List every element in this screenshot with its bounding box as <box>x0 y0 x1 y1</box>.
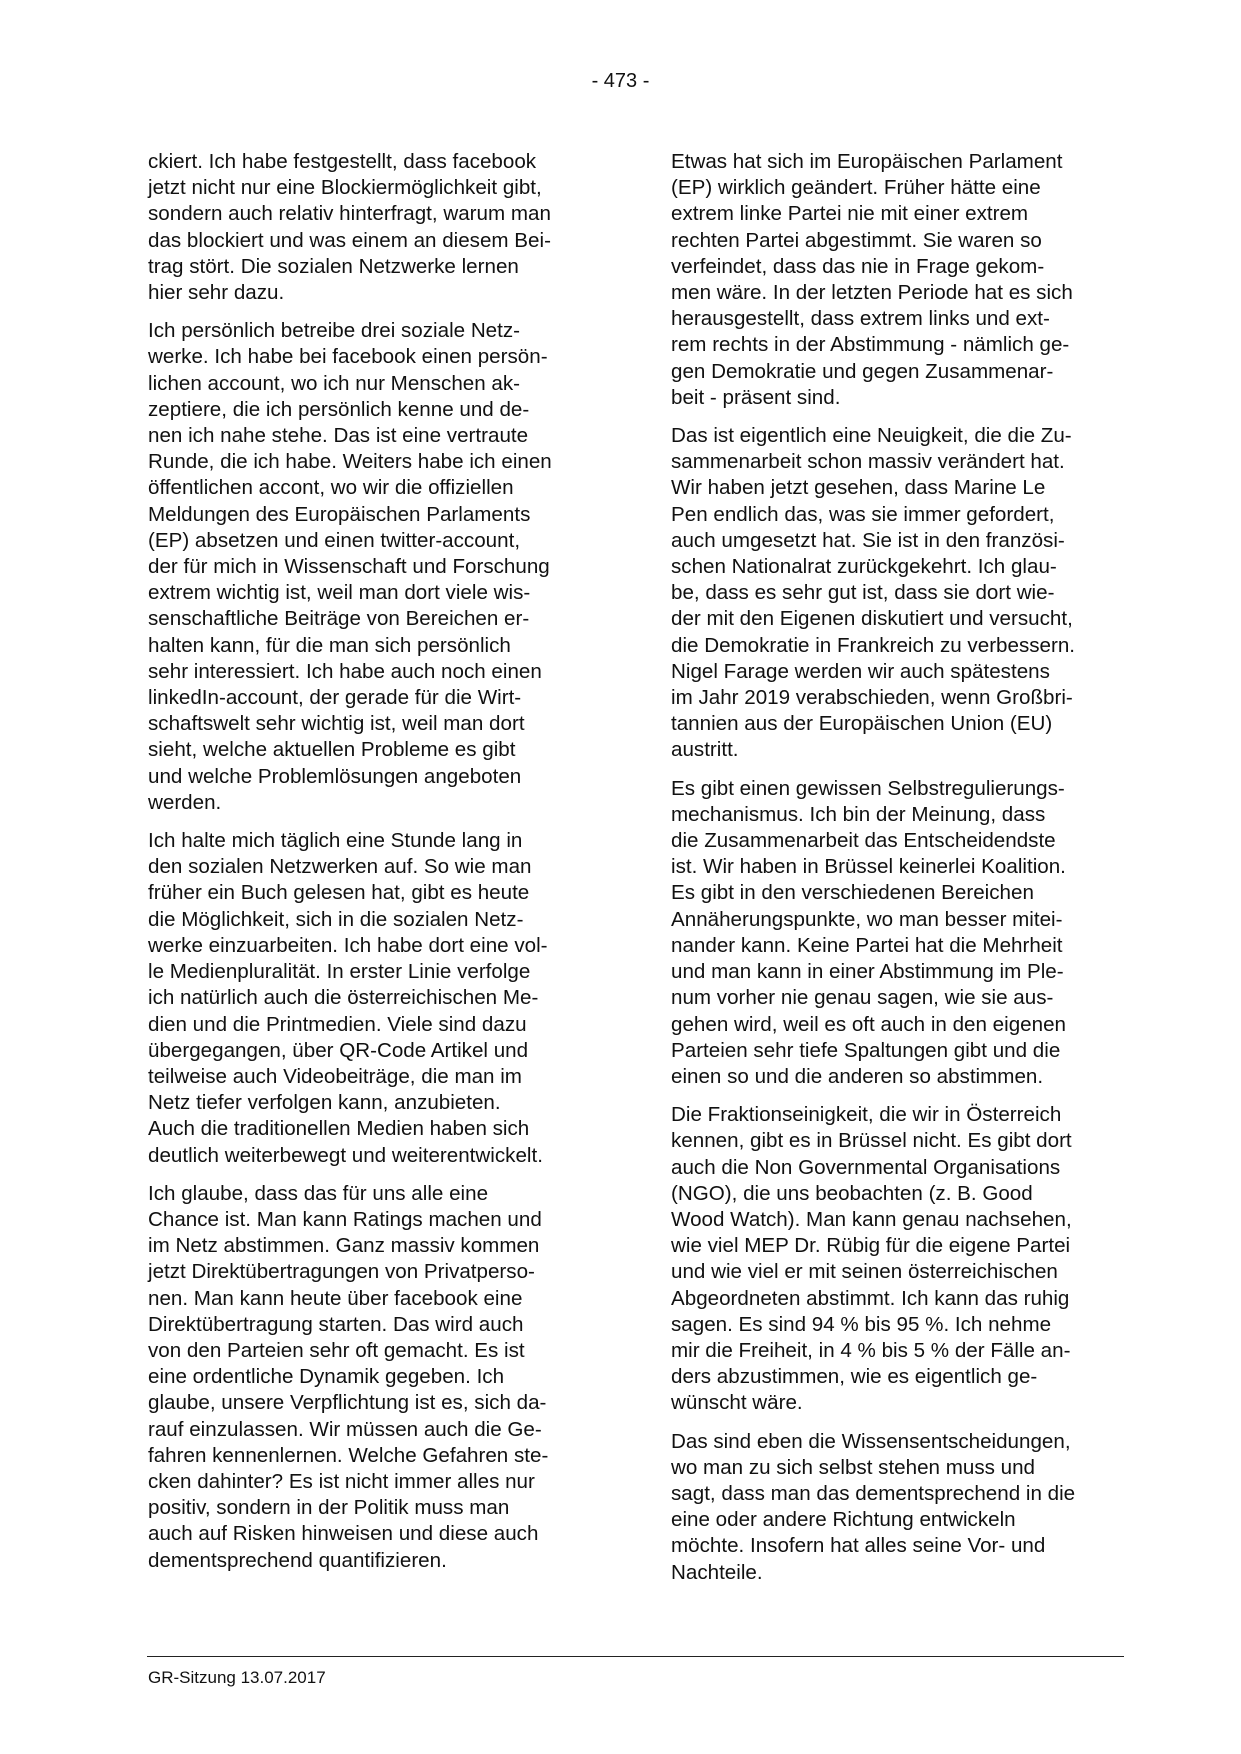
paragraph: Etwas hat sich im Europäischen Parlament (EP) wirklich geändert. Früher hätte eine extrem linke Partei nie mit einer extrem rechten Partei abgestimmt. Sie waren so verfeindet, dass das nie in Frage gekom- men wäre. In der letzten Periode hat es sich herausgestellt, dass extrem links und ext- rem rechts in der Abstimmung - nämlich ge- gen Demokratie und gegen Zusammenar- beit - präsent sind. <box>671 150 1073 409</box>
footer-session-date: GR-Sitzung 13.07.2017 <box>148 1668 326 1687</box>
paragraph: Ich persönlich betreibe drei soziale Netz- werke. Ich habe bei facebook einen persön- lichen account, wo ich nur Menschen ak- zeptiere, die ich persönlich kenne und de- nen ich nahe stehe. Das ist eine vertraute Runde, die ich habe. Weiters habe ich einen öffentlichen accont, wo wir die offiziellen Meldungen des Europäischen Parlaments (EP) absetzen und einen twitter-account, der für mich in Wissenschaft und Forschung extrem wichtig ist, weil man dort viele wis- senschaftliche Beiträge von Bereichen er- halten kann, für die man sich persönlich sehr interessiert. Ich habe auch noch einen linkedIn-account, der gerade für die Wirt- schaftswelt sehr wichtig ist, weil man dort sieht, welche aktuellen Probleme es gibt und welche Problemlösungen angeboten werden. <box>148 319 552 814</box>
paragraph: Das sind eben die Wissensentscheidungen, wo man zu sich selbst stehen muss und sagt, dass man das dementsprechend in die eine oder andere Richtung entwickeln möchte. Insofern hat alles seine Vor- und Nachteile. <box>671 1429 1076 1584</box>
left-column <box>148 149 618 1586</box>
right-column <box>671 149 1141 1598</box>
paragraph: Ich glaube, dass das für uns alle eine Chance ist. Man kann Ratings machen und im Netz abstimmen. Ganz massiv kommen jetzt Direktübertragungen von Privatperso- nen. Man kann heute über facebook eine Direktübertragung starten. Das wird auch von den Parteien sehr oft gemacht. Es ist eine ordentliche Dynamik gegeben. Ich glaube, unsere Verpflichtung ist es, sich da- rauf einzulassen. Wir müssen auch die Ge- fahren kennenlernen. Welche Gefahren ste- cken dahinter? Es ist nicht immer alles nur positiv, sondern in der Politik muss man auch auf Risken hinweisen und diese auch dementsprechend quantifizieren. <box>148 1181 549 1572</box>
paragraph: Es gibt einen gewissen Selbstregulierungs- mechanismus. Ich bin der Meinung, dass die Zusammenarbeit das Entscheidendste ist. Wir haben in Brüssel keinerlei Koalition. Es gibt in den verschiedenen Bereichen Annäherungspunkte, wo man besser mitei- nander kann. Keine Partei hat die Mehrheit und man kann in einer Abstimmung im Ple- num vorher nie genau sagen, wie sie aus- gehen wird, weil es oft auch in den eigenen Parteien sehr tiefe Spaltungen gibt und die einen so und die anderen so abstimmen. <box>671 776 1066 1088</box>
footer-divider <box>147 1656 1124 1657</box>
paragraph: Die Fraktionseinigkeit, die wir in Österreich kennen, gibt es in Brüssel nicht. Es gibt dort auch die Non Governmental Organisations (NGO), die uns beobachten (z. B. Good Wood Watch). Man kann genau nachsehen, wie viel MEP Dr. Rübig für die eigene Partei und wie viel er mit seinen österreichischen Abgeordneten abstimmt. Ich kann das ruhig sagen. Es sind 94 % bis 95 %. Ich nehme mir die Freiheit, in 4 % bis 5 % der Fälle an- ders abzustimmen, wie es eigentlich ge- wünscht wäre. <box>671 1103 1072 1415</box>
paragraph: Ich halte mich täglich eine Stunde lang in den sozialen Netzwerken auf. So wie man früher ein Buch gelesen hat, gibt es heute die Möglichkeit, sich in die sozialen Netz- werke einzuarbeiten. Ich habe dort eine vol- le Medienpluralität. In erster Linie verfolge ich natürlich auch die österreichischen Me- dien und die Printmedien. Viele sind dazu übergegangen, über QR-Code Artikel und teilweise auch Videobeiträge, die man im Netz tiefer verfolgen kann, anzubieten. Auch die traditionellen Medien haben sich deutlich weiterbewegt und weiterentwickelt. <box>148 829 548 1167</box>
paragraph-continued: ckiert. Ich habe festgestellt, dass facebook jetzt nicht nur eine Blockiermöglichkeit gibt, sondern auch relativ hinterfragt, warum man das blockiert und was einem an diesem Bei- trag stört. Die sozialen Netzwerke lernen hier sehr dazu. <box>148 150 551 305</box>
paragraph: Das ist eigentlich eine Neuigkeit, die die Zu- sammenarbeit schon massiv verändert hat. Wir haben jetzt gesehen, dass Marine Le Pen endlich das, was sie immer gefordert, auch umgesetzt hat. Sie ist in den französi- schen Nationalrat zurückgekehrt. Ich glau- be, dass es sehr gut ist, dass sie dort wie- der mit den Eigenen diskutiert und versucht, die Demokratie in Frankreich zu verbessern. Nigel Farage werden wir auch spätestens im Jahr 2019 verabschieden, wenn Großbri- tannien aus der Europäischen Union (EU) austritt. <box>671 424 1076 762</box>
page-number: - 473 - <box>591 70 650 92</box>
